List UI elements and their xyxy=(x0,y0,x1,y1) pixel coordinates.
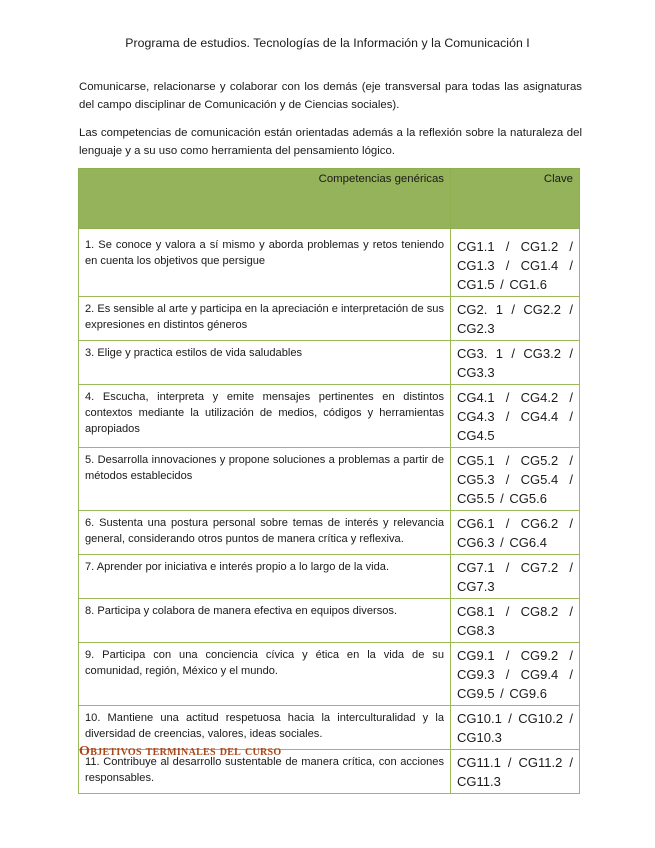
clave-cell: CG5.1 / CG5.2 / CG5.3 / CG5.4 / CG5.5 / CG5.6 xyxy=(451,448,580,511)
table-row xyxy=(79,341,580,385)
competencia-cell: 2. Es sensible al arte y participa en la apreciación e interpretación de sus expresiones en distintos géneros xyxy=(79,297,451,341)
competencia-cell: 4. Escucha, interpreta y emite mensajes pertinentes en distintos contextos mediante la utilización de medios, códigos y herramientas apropiados xyxy=(79,385,451,448)
competencies-table xyxy=(78,168,580,794)
table-header-row xyxy=(79,169,580,229)
communication-paragraph: Las competencias de comunicación están orientadas además a la reflexión sobre la naturaleza del lenguaje y a su uso como herramienta del pensamiento lógico. xyxy=(79,127,582,157)
competencia-cell: 10. Mantiene una actitud respetuosa hacia la interculturalidad y la diversidad de creencias, valores, ideas sociales. xyxy=(79,706,451,750)
table-row xyxy=(79,643,580,706)
clave-cell: CG2. 1 / CG2.2 / CG2.3 xyxy=(451,297,580,341)
table-row xyxy=(79,448,580,511)
clave-cell: CG1.1 / CG1.2 / CG1.3 / CG1.4 / CG1.5 / CG1.6 xyxy=(451,229,580,297)
page-header: Programa de estudios. Tecnologías de la Información y la Comunicación I xyxy=(125,36,530,50)
header-competencias: Competencias genéricas xyxy=(79,169,451,229)
competencia-cell: 9. Participa con una conciencia cívica y ética en la vida de su comunidad, región, México y el mundo. xyxy=(79,643,451,706)
table-row xyxy=(79,229,580,297)
competencia-cell: 8. Participa y colabora de manera efectiva en equipos diversos. xyxy=(79,599,451,643)
clave-cell: CG9.1 / CG9.2 / CG9.3 / CG9.4 / CG9.5 / CG9.6 xyxy=(451,643,580,706)
section-heading: Objetivos terminales del curso xyxy=(79,744,282,759)
clave-cell: CG6.1 / CG6.2 / CG6.3 / CG6.4 xyxy=(451,511,580,555)
competencia-cell: 6. Sustenta una postura personal sobre temas de interés y relevancia general, considerando otros puntos de manera crítica y reflexiva. xyxy=(79,511,451,555)
table-row xyxy=(79,385,580,448)
table-row xyxy=(79,706,580,750)
competencia-cell: 7. Aprender por iniciativa e interés propio a lo largo de la vida. xyxy=(79,555,451,599)
table-row xyxy=(79,599,580,643)
competencia-cell: 1. Se conoce y valora a sí mismo y aborda problemas y retos teniendo en cuenta los objetivos que persigue xyxy=(79,229,451,297)
intro-paragraph: Comunicarse, relacionarse y colaborar con los demás (eje transversal para todas las asignaturas del campo disciplinar de Comunicación y de Ciencias sociales). xyxy=(79,81,582,111)
header-clave: Clave xyxy=(451,169,580,229)
clave-cell: CG10.1 / CG10.2 / CG10.3 xyxy=(451,706,580,750)
table-row xyxy=(79,555,580,599)
clave-cell: CG7.1 / CG7.2 / CG7.3 xyxy=(451,555,580,599)
competencia-cell: 5. Desarrolla innovaciones y propone soluciones a problemas a partir de métodos establecidos xyxy=(79,448,451,511)
clave-cell: CG11.1 / CG11.2 / CG11.3 xyxy=(451,750,580,794)
clave-cell: CG8.1 / CG8.2 / CG8.3 xyxy=(451,599,580,643)
clave-cell: CG3. 1 / CG3.2 / CG3.3 xyxy=(451,341,580,385)
competencia-cell: 11. Contribuye al desarrollo sustentable de manera crítica, con acciones responsables. xyxy=(79,750,451,794)
clave-cell: CG4.1 / CG4.2 / CG4.3 / CG4.4 / CG4.5 xyxy=(451,385,580,448)
competencia-cell: 3. Elige y practica estilos de vida saludables xyxy=(79,341,451,385)
table-row xyxy=(79,511,580,555)
table-row xyxy=(79,297,580,341)
